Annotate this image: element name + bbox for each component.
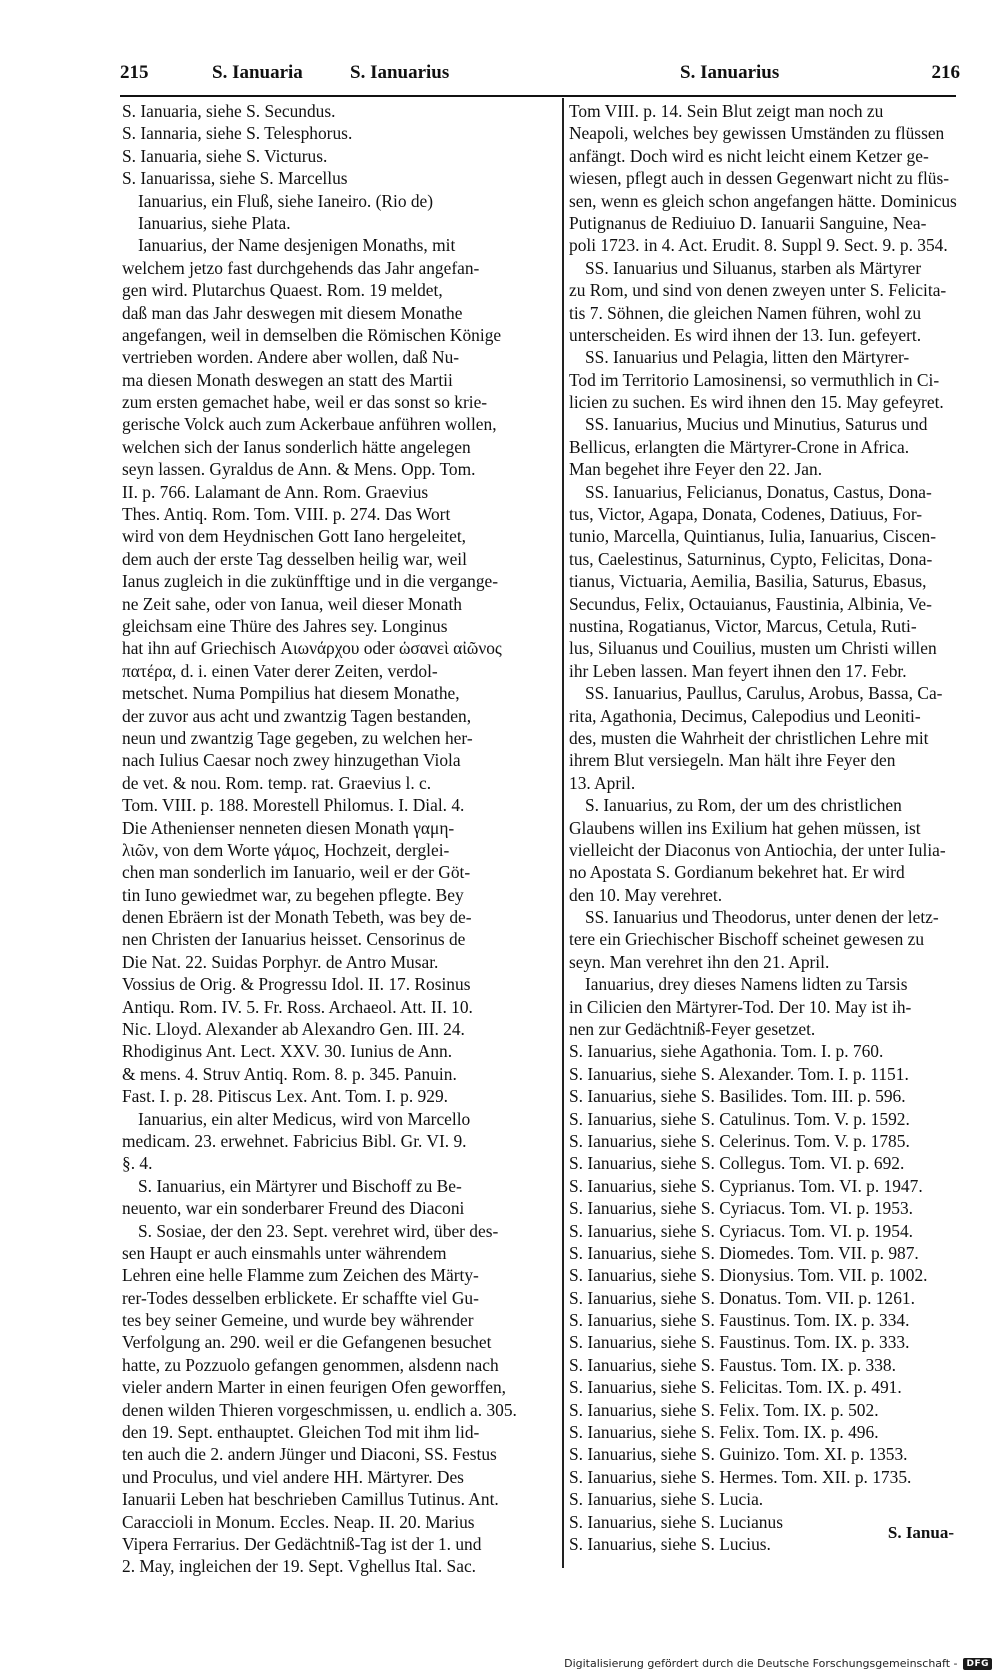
text-line: Die Athenienser nenneten diesen Monath γαμη- <box>122 817 455 838</box>
text-line: anfängt. Doch wird es nicht leicht einem Ketzer ge- <box>569 145 929 166</box>
text-line: Vipera Ferrarius. Der Gedächtniß-Tag ist der 1. und <box>122 1534 482 1554</box>
text-line: S. Ianuarius, siehe S. Dionysius. Tom. VII. p. 1002. <box>569 1265 928 1286</box>
text-line: ihr Leben lassen. Man feyert ihnen den 17. Febr. <box>569 660 907 681</box>
text-line: S. Ianuarissa, siehe S. Marcellus <box>122 168 348 189</box>
text-line: Secundus, Felix, Octauianus, Faustinia, Albinia, Ve- <box>569 593 932 614</box>
text-line: den 10. May verehret. <box>569 884 723 905</box>
text-line: hat ihn auf Griechisch Αιωνάρχου oder ὡσανεὶ αἰῶνος <box>122 638 502 659</box>
text-line: Fast. I. p. 28. Pitiscus Lex. Ant. Tom. I. p. 929. <box>122 1086 448 1107</box>
text-line: SS. Ianuarius, Paullus, Carulus, Arobus, Bassa, Ca- <box>585 683 943 704</box>
text-line: S. Ianuarius, siehe S. Alexander. Tom. I. p. 1151. <box>569 1063 909 1084</box>
text-line: gerische Volck auch zum Ackerbaue anführen wollen, <box>122 414 497 435</box>
text-line: S. Sosiae, der den 23. Sept. verehret wird, über des- <box>138 1220 499 1241</box>
text-line: Ianuarius, siehe Plata. <box>138 212 291 233</box>
text-line: wird von dem Heydnischen Gott Iano hergeleitet, <box>122 526 467 547</box>
text-line: tus, Caelestinus, Saturninus, Cypto, Felicitas, Dona- <box>569 548 933 569</box>
running-header <box>120 62 960 92</box>
text-line: S. Ianuarius, zu Rom, der um des christlichen <box>585 795 902 816</box>
text-line: 13. April. <box>569 772 636 793</box>
text-line: Man begehet ihre Feyer den 22. Jan. <box>569 459 823 480</box>
text-line: S. Ianuarius, siehe S. Cyprianus. Tom. VI. p. 1947. <box>569 1175 923 1196</box>
text-line: Vossius de Orig. & Progressu Idol. II. 17. Rosinus <box>122 974 471 995</box>
text-line: S. Ianuarius, siehe S. Cyriacus. Tom. VI. p. 1953. <box>569 1198 913 1219</box>
text-line: medicam. 23. erwehnet. Fabricius Bibl. Gr. VI. 9. <box>122 1130 467 1151</box>
text-line: SS. Ianuarius, Mucius und Minutius, Saturus und <box>585 414 928 435</box>
text-line: S. Ianuarius, siehe S. Felicitas. Tom. IX. p. 491. <box>569 1377 902 1398</box>
column-divider <box>562 98 564 1568</box>
text-line: sen, wenn es gleich schon angefangen hätte. Dominicus <box>569 190 957 211</box>
text-line: rer-Todes desselben erblickete. Er schaffte viel Gu- <box>122 1287 479 1308</box>
text-line: Thes. Antiq. Rom. Tom. VIII. p. 274. Das Wort <box>122 504 451 525</box>
text-line: nach Iulius Caesar noch zwey hinzugethan Viola <box>122 750 461 771</box>
text-line: unterscheiden. Es wird ihnen der 13. Iun. gefeyert. <box>569 324 922 345</box>
text-line: S. Ianuarius, siehe S. Lucia. <box>569 1489 764 1510</box>
page-number-right: 216 <box>931 62 960 83</box>
text-line: Tom. VIII. p. 188. Morestell Philomus. I. Dial. 4. <box>122 795 465 816</box>
text-line: in Cilicien den Märtyrer-Tod. Der 10. May ist ih- <box>569 996 912 1017</box>
text-line: gleichsam eine Thüre des Jahres sey. Longinus <box>122 615 448 636</box>
text-line: Die Nat. 22. Suidas Porphyr. de Antro Musar. <box>122 951 439 972</box>
text-line: Ianuarius, ein Fluß, siehe Ianeiro. (Rio de) <box>138 190 434 211</box>
text-line: S. Ianuarius, siehe S. Hermes. Tom. XII. p. 1735. <box>569 1466 912 1487</box>
text-line: sen Haupt er auch einsmahls unter währendem <box>122 1242 447 1263</box>
text-line: vielleicht der Diaconus von Antiochia, der unter Iulia- <box>569 839 946 860</box>
text-line: tere ein Griechischer Bischoff scheinet gewesen zu <box>569 929 925 950</box>
header-left-2: S. Ianuarius <box>350 62 450 83</box>
text-line: ma diesen Monath deswegen an statt des Martii <box>122 369 453 390</box>
text-line: S. Ianuarius, siehe S. Faustus. Tom. IX. p. 338. <box>569 1354 896 1375</box>
text-line: den 19. Sept. enthauptet. Gleichen Tod mit ihm lid- <box>122 1422 480 1443</box>
catchword: S. Ianua- <box>887 1523 954 1542</box>
text-line: S. Ianuarius, siehe S. Basilides. Tom. III. p. 596. <box>569 1086 906 1107</box>
text-line: §. 4. <box>122 1153 153 1174</box>
text-line: S. Ianuarius, siehe S. Diomedes. Tom. VII. p. 987. <box>569 1242 919 1263</box>
text-line: poli 1723. in 4. Act. Erudit. 8. Suppl 9. Sect. 9. p. 354. <box>569 235 948 256</box>
text-line: 2. May, ingleichen der 19. Sept. Vghellus Ital. Sac. <box>122 1556 477 1577</box>
text-line: ten auch die 2. andern Jünger und Diaconi, SS. Festus <box>122 1444 497 1465</box>
text-line: wiesen, pflegt auch in dessen Gegenwart nicht zu flüs- <box>569 168 950 189</box>
text-line: Antiqu. Rom. IV. 5. Fr. Ross. Archaeol. Att. II. 10. <box>122 996 473 1017</box>
text-line: de vet. & nou. Rom. temp. rat. Graevius l. c. <box>122 772 432 793</box>
text-line: S. Ianuarius, siehe S. Cyriacus. Tom. VI. p. 1954. <box>569 1220 913 1241</box>
text-line: zum ersten gemachet habe, weil er das sonst so krie- <box>122 392 488 413</box>
text-line: S. Ianuaria, siehe S. Victurus. <box>122 145 328 166</box>
text-line: und Proculus, und viel andere HH. Märtyrer. Des <box>122 1466 464 1487</box>
text-line: S. Iannaria, siehe S. Telesphorus. <box>122 123 353 144</box>
text-line: tes bey seiner Gemeine, und wurde bey währender <box>122 1310 474 1331</box>
text-line: Neapoli, welches bey gewissen Umständen zu flüssen <box>569 123 945 144</box>
text-line: zu Rom, und sind von denen zweyen unter S. Felicita- <box>569 280 947 301</box>
text-line: angefangen, weil in demselben die Römischen Könige <box>122 324 502 345</box>
left-column <box>122 100 554 1578</box>
text-line: denen wilden Thieren vorgeschmissen, u. endlich a. 305. <box>122 1399 517 1420</box>
digitization-footer <box>564 1657 992 1670</box>
text-line: no Apostata S. Gordianum bekehret hat. Er wird <box>569 862 905 883</box>
text-line: neuento, war ein sonderbarer Freund des Diaconi <box>122 1198 465 1219</box>
text-line: SS. Ianuarius und Pelagia, litten den Märtyrer- <box>585 347 910 368</box>
text-line: S. Ianuarius, ein Märtyrer und Bischoff zu Be- <box>138 1175 462 1196</box>
text-line: S. Ianuarius, siehe S. Guinizo. Tom. XI. p. 1353. <box>569 1444 908 1465</box>
text-line: S. Ianuarius, siehe S. Lucianus <box>569 1511 783 1532</box>
text-line: S. Ianuarius, siehe S. Collegus. Tom. VI. p. 692. <box>569 1153 905 1174</box>
text-line: S. Ianuarius, siehe S. Celerinus. Tom. V. p. 1785. <box>569 1130 910 1151</box>
text-line: chen man sonderlich im Ianuario, weil er der Göt- <box>122 862 471 883</box>
text-line: rita, Agathonia, Decimus, Calepodius und Leoniti- <box>569 705 921 726</box>
text-line: Caraccioli in Monum. Eccles. Neap. II. 20. Marius <box>122 1511 475 1532</box>
text-line: denen Ebräern ist der Monath Tebeth, was bey de- <box>122 907 472 928</box>
text-line: Nic. Lloyd. Alexander ab Alexandro Gen. III. 24. <box>122 1019 465 1040</box>
text-line: Putignanus de Rediuiuo D. Ianuarii Sanguine, Nea- <box>569 212 927 233</box>
text-line: Ianuarii Leben hat beschrieben Camillus Tutinus. Ant. <box>122 1489 499 1510</box>
text-line: lus, Siluanus und Couilius, musten um Christi willen <box>569 638 937 659</box>
text-line: tis 7. Söhnen, die gleichen Namen führen, wohl zu <box>569 302 922 323</box>
text-line: dem auch der erste Tag desselben heilig war, weil <box>122 548 467 569</box>
text-line: nustina, Rogatianus, Victor, Marcus, Cetula, Ruti- <box>569 615 917 636</box>
text-line: gen wird. Plutarchus Quaest. Rom. 19 meldet, <box>122 280 443 301</box>
right-column <box>569 100 963 1555</box>
text-line: welchen sich der Ianus sonderlich hätte angelegen <box>122 436 471 457</box>
text-line: Tom VIII. p. 14. Sein Blut zeigt man noch zu <box>569 101 884 121</box>
header-rule <box>120 95 956 97</box>
text-line: Ianuarius, drey dieses Namens lidten zu Tarsis <box>585 974 908 995</box>
text-line: tunio, Marcella, Quintianus, Iulia, Ianuarius, Ciscen- <box>569 526 937 547</box>
text-line: S. Ianuarius, siehe S. Faustinus. Tom. IX. p. 334. <box>569 1310 910 1331</box>
text-line: metschet. Numa Pompilius hat diesem Monathe, <box>122 683 460 704</box>
text-line: Ianuarius, der Name desjenigen Monaths, mit <box>138 235 456 256</box>
text-line: S. Ianuarius, siehe S. Donatus. Tom. VII. p. 1261. <box>569 1287 915 1308</box>
text-line: seyn. Man verehret ihn den 21. April. <box>569 951 830 972</box>
text-line: ihrem Blut versiegeln. Man hält ihre Feyer den <box>569 750 896 771</box>
text-line: hatte, zu Pozzuolo gefangen genommen, alsdenn nach <box>122 1354 499 1375</box>
text-line: Verfolgung an. 290. weil er die Gefangenen besuchet <box>122 1332 492 1353</box>
header-left-1: S. Ianuaria <box>212 62 303 83</box>
text-line: S. Ianuarius, siehe S. Felix. Tom. IX. p. 502. <box>569 1399 879 1420</box>
page-number-left: 215 <box>120 62 149 83</box>
text-line: der zuvor aus acht und zwantzig Tagen bestanden, <box>122 705 472 726</box>
text-line: S. Ianuarius, siehe S. Catulinus. Tom. V. p. 1592. <box>569 1108 910 1129</box>
text-line: S. Ianuarius, siehe Agathonia. Tom. I. p. 760. <box>569 1041 884 1062</box>
text-line: & mens. 4. Struv Antiq. Rom. 8. p. 345. Panuin. <box>122 1063 457 1084</box>
text-line: Ianus zugleich in die zukünfftige und in die vergange- <box>122 571 499 592</box>
text-line: tianus, Victuaria, Aemilia, Basilia, Saturus, Ebasus, <box>569 571 927 592</box>
text-line: daß man das Jahr deswegen mit diesem Monathe <box>122 302 463 323</box>
text-line: Glaubens willen ins Exilium hat gehen müssen, ist <box>569 817 921 838</box>
footer-text: Digitalisierung gefördert durch die Deutsche Forschungsgemeinschaft - <box>564 1657 958 1670</box>
text-line: nen zur Gedächtniß-Feyer gesetzet. <box>569 1019 816 1040</box>
text-line: vieler andern Marter in einen feurigen Ofen geworffen, <box>122 1377 507 1398</box>
text-line: des, musten die Wahrheit der christlichen Lehre mit <box>569 727 929 748</box>
text-line: Bellicus, erlangten die Märtyrer-Crone in Africa. <box>569 436 910 457</box>
text-line: Lehren eine helle Flamme zum Zeichen des Märty- <box>122 1265 479 1286</box>
text-line: λιῶν, von dem Worte γάμος, Hochzeit, derglei- <box>122 839 450 860</box>
text-line: nen Christen der Ianuarius heisset. Censorinus de <box>122 929 466 950</box>
text-line: S. Ianuarius, siehe S. Felix. Tom. IX. p. 496. <box>569 1422 879 1443</box>
text-line: Tod im Territorio Lamosinensi, so vermuthlich in Ci- <box>569 369 940 390</box>
text-line: S. Ianuarius, siehe S. Faustinus. Tom. IX. p. 333. <box>569 1332 910 1353</box>
text-line: πατέρα, d. i. einen Vater derer Zeiten, verdol- <box>122 660 438 681</box>
text-line: seyn lassen. Gyraldus de Ann. & Mens. Opp. Tom. <box>122 459 476 480</box>
header-right: S. Ianuarius <box>680 62 780 83</box>
text-line: Ianuarius, ein alter Medicus, wird von Marcello <box>138 1108 471 1129</box>
text-line: ne Zeit sahe, oder von Ianua, weil dieser Monath <box>122 593 462 614</box>
text-line: SS. Ianuarius und Siluanus, starben als Märtyrer <box>585 257 922 278</box>
text-line: licien zu suchen. Es wird ihnen den 15. May gefeyret. <box>569 392 944 413</box>
text-line: SS. Ianuarius und Theodorus, unter denen der letz- <box>585 907 939 928</box>
text-line: S. Ianuaria, siehe S. Secundus. <box>122 101 336 121</box>
dfg-logo: DFG <box>963 1658 992 1670</box>
text-line: SS. Ianuarius, Felicianus, Donatus, Castus, Dona- <box>585 481 932 502</box>
text-line: Rhodiginus Ant. Lect. XXV. 30. Iunius de Ann. <box>122 1041 453 1062</box>
text-line: tus, Victor, Agapa, Donata, Codenes, Datiuus, For- <box>569 504 923 525</box>
text-line: neun und zwantzig Tage gegeben, zu welchen her- <box>122 727 473 748</box>
text-line: II. p. 766. Lalamant de Ann. Rom. Graevius <box>122 481 429 502</box>
text-line: welchem jetzo fast durchgehends das Jahr angefan- <box>122 257 480 278</box>
text-line: S. Ianuarius, siehe S. Lucius. <box>569 1534 771 1554</box>
text-line: vertrieben worden. Andere aber wollen, daß Nu- <box>122 347 460 368</box>
text-line: tin Iuno gewiedmet war, zu begehen pflegte. Bey <box>122 884 464 905</box>
